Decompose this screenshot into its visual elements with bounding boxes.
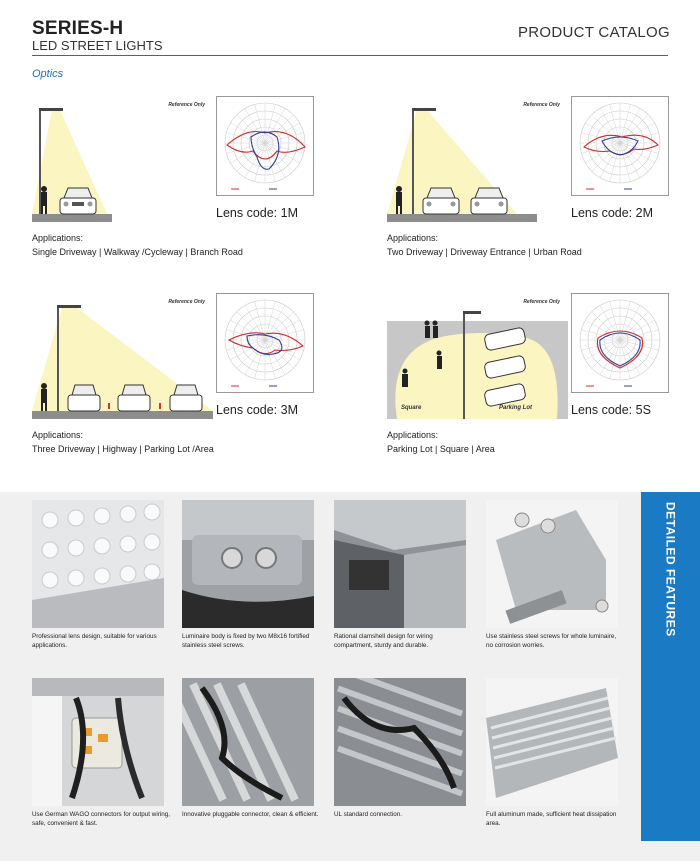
- wago-connector-photo: [32, 678, 164, 806]
- scene-label-parking-lot: Parking Lot: [499, 405, 533, 411]
- feature-caption: Rational clamshell design for wiring compartment, sturdy and durable.: [334, 633, 433, 649]
- applications-label: Applications:: [387, 430, 439, 440]
- section-title-optics: Optics: [32, 68, 64, 80]
- reference-only-note: Reference Only: [168, 102, 205, 108]
- applications-list: Two Driveway | Driveway Entrance | Urban Road: [387, 247, 582, 257]
- street-scene-1m: [32, 96, 213, 222]
- feature-screws: [182, 500, 322, 650]
- feature-caption: Use stainless steel screws for whole luminaire, no corrosion worries.: [486, 633, 617, 649]
- feature-ul: [334, 678, 474, 819]
- lens-code-label: Lens code: 5S: [571, 403, 651, 417]
- applications-list: Single Driveway | Walkway /Cycleway | Branch Road: [32, 247, 243, 257]
- feature-pluggable: [182, 678, 322, 819]
- square-scene-5s: [387, 293, 568, 419]
- features-band-title: [641, 492, 700, 841]
- polar-distribution-chart: [216, 96, 314, 196]
- polar-diagram-2m: [572, 97, 668, 195]
- feature-caption: Luminaire body is fixed by two M8x16 fortified stainless steel screws.: [182, 633, 310, 649]
- feature-caption: Innovative pluggable connector, clean & efficient.: [182, 811, 319, 818]
- screws-photo: [182, 500, 314, 628]
- street-scene-3m: [32, 293, 213, 419]
- optic-card-3m: [32, 293, 332, 483]
- lens-code-label: Lens code: 1M: [216, 206, 298, 220]
- square-parking-illustration: [387, 293, 568, 419]
- pluggable-connector-photo: [182, 678, 314, 806]
- clamshell-photo: [334, 500, 466, 628]
- lens-code-label: Lens code: 2M: [571, 206, 653, 220]
- optic-card-2m: [387, 96, 687, 286]
- feature-clamshell: [334, 500, 474, 650]
- steel-screws-photo: [486, 500, 618, 628]
- applications-label: Applications:: [387, 233, 439, 243]
- led-lens-photo: [32, 500, 164, 628]
- feature-caption: Use German WAGO connectors for output wiring, safe, convenient & fast.: [32, 811, 170, 827]
- optic-card-1m: [32, 96, 332, 286]
- feature-wago: [32, 678, 172, 828]
- series-subtitle: LED STREET LIGHTS: [32, 38, 163, 53]
- polar-distribution-chart: [571, 96, 669, 196]
- lens-code-label: Lens code: 3M: [216, 403, 298, 417]
- feature-lens: [32, 500, 172, 650]
- polar-diagram-3m: [217, 294, 313, 392]
- reference-only-note: Reference Only: [168, 299, 205, 305]
- series-title: SERIES-H: [32, 18, 124, 39]
- street-scene-2m: [387, 96, 568, 222]
- scene-label-square: Square: [401, 405, 422, 411]
- polar-diagram-1m: [217, 97, 313, 195]
- feature-caption: Professional lens design, suitable for various applications.: [32, 633, 157, 649]
- polar-distribution-chart: [216, 293, 314, 393]
- feature-caption: UL standard connection.: [334, 811, 403, 818]
- ul-connection-photo: [334, 678, 466, 806]
- header-divider: [32, 55, 668, 56]
- aluminum-body-photo: [486, 678, 618, 806]
- polar-distribution-chart: [571, 293, 669, 393]
- street-scene-illustration: [32, 96, 213, 222]
- feature-aluminum: [486, 678, 626, 828]
- street-scene-illustration: [32, 293, 213, 419]
- optic-card-5s: [387, 293, 687, 483]
- applications-label: Applications:: [32, 233, 84, 243]
- applications-list: Parking Lot | Square | Area: [387, 444, 495, 454]
- reference-only-note: Reference Only: [523, 299, 560, 305]
- reference-only-note: Reference Only: [523, 102, 560, 108]
- applications-list: Three Driveway | Highway | Parking Lot /Area: [32, 444, 214, 454]
- features-title-text: DETAILED FEATURES: [663, 502, 678, 637]
- header: [32, 18, 672, 58]
- street-scene-illustration: [387, 96, 568, 222]
- feature-caption: Full aluminum made, sufficient heat dissipation area.: [486, 811, 617, 827]
- polar-diagram-5s: [572, 294, 668, 392]
- feature-steel-screws: [486, 500, 626, 650]
- applications-label: Applications:: [32, 430, 84, 440]
- catalog-label: PRODUCT CATALOG: [517, 24, 670, 41]
